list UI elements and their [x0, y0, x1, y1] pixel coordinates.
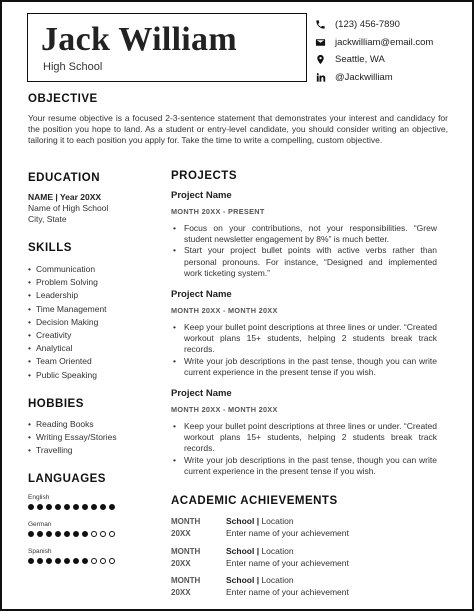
achievement-entry — [171, 575, 451, 598]
empty-dot — [100, 531, 106, 537]
filled-dot — [64, 558, 70, 564]
list-item: • Creativity — [28, 329, 158, 342]
education-block — [28, 192, 158, 225]
language-german — [28, 520, 115, 539]
list-item: • Travelling — [28, 444, 158, 457]
filled-dot — [73, 531, 79, 537]
contact-location — [314, 51, 474, 69]
list-item: • Write your job descriptions in the past tense, though you can write current experience in the present tense if you wish. — [171, 455, 437, 477]
list-item: • Start your project bullet points with active verbs rather than personal pronouns. For instance, “Designed and implemented work ticketing system.” — [171, 245, 437, 279]
empty-dot — [109, 558, 115, 564]
contact-linkedin — [314, 69, 474, 87]
email-icon — [314, 36, 326, 48]
list-item: • Public Speaking — [28, 369, 158, 382]
list-item: • Team Oriented — [28, 355, 158, 368]
filled-dot — [28, 504, 34, 510]
phone-text: (123) 456-7890 — [335, 19, 400, 31]
hobbies-list — [28, 418, 158, 458]
project-date: MONTH 20XX - MONTH 20XX — [171, 405, 278, 414]
list-item: • Keep your bullet point descriptions at three lines or under. “Created workout plans 15+ students, helping 2 students break track records. — [171, 421, 437, 455]
achievement-desc: Enter name of your achievement — [226, 557, 349, 568]
filled-dot — [82, 504, 88, 510]
language-name: English — [28, 494, 50, 501]
project-title: Project Name — [171, 388, 232, 399]
languages-heading: LANGUAGES — [28, 473, 106, 485]
list-item: • Reading Books — [28, 418, 158, 431]
filled-dot — [73, 558, 79, 564]
achievement-desc: Enter name of your achievement — [226, 586, 349, 597]
filled-dot — [82, 558, 88, 564]
projects-heading: PROJECTS — [171, 170, 237, 182]
project-bullets — [171, 322, 437, 378]
list-item: • Decision Making — [28, 316, 158, 329]
phone-icon — [314, 19, 326, 31]
project-entry — [171, 388, 437, 477]
objective-heading: OBJECTIVE — [28, 93, 98, 105]
filled-dot — [37, 558, 43, 564]
list-item: • Leadership — [28, 289, 158, 302]
achievement-location: Location — [259, 546, 294, 556]
filled-dot — [55, 504, 61, 510]
email-text: jackwilliam@email.com — [335, 36, 434, 48]
proficiency-dots — [28, 556, 115, 566]
achievement-month: MONTH — [171, 547, 201, 556]
list-item: • Analytical — [28, 342, 158, 355]
achievement-location: Location — [259, 575, 294, 585]
project-bullets — [171, 421, 437, 477]
list-item: • Time Management — [28, 303, 158, 316]
filled-dot — [64, 504, 70, 510]
linkedin-text: @Jackwilliam — [335, 71, 393, 83]
achievement-location: Location — [259, 516, 294, 526]
education-heading: EDUCATION — [28, 172, 101, 184]
hobbies-heading: HOBBIES — [28, 398, 84, 410]
filled-dot — [28, 531, 34, 537]
linkedin-icon — [314, 71, 326, 83]
project-entry — [171, 289, 437, 378]
education-degree-year: NAME | Year 20XX — [28, 192, 102, 202]
project-entry — [171, 190, 437, 279]
education-city: City, State — [28, 214, 67, 224]
project-date: MONTH 20XX - MONTH 20XX — [171, 306, 278, 315]
filled-dot — [91, 504, 97, 510]
project-title: Project Name — [171, 289, 232, 300]
empty-dot — [100, 558, 106, 564]
skills-heading: SKILLS — [28, 242, 72, 254]
list-item: • Focus on your contributions, not your responsibilities. “Grew student newsletter engagement by 8%” is much better. — [171, 223, 437, 245]
achievement-year: 20XX — [171, 558, 191, 568]
filled-dot — [64, 531, 70, 537]
contact-block — [314, 16, 474, 86]
skills-list — [28, 263, 158, 382]
contact-phone — [314, 16, 474, 34]
achievement-school: School | — [226, 575, 260, 585]
filled-dot — [100, 504, 106, 510]
achievement-school: School | — [226, 516, 260, 526]
proficiency-dots — [28, 529, 115, 539]
name-box — [27, 13, 307, 82]
location-pin-icon — [314, 54, 326, 66]
empty-dot — [91, 531, 97, 537]
achievement-month: MONTH — [171, 517, 201, 526]
list-item: • Communication — [28, 263, 158, 276]
filled-dot — [37, 531, 43, 537]
filled-dot — [46, 531, 52, 537]
filled-dot — [46, 504, 52, 510]
filled-dot — [109, 504, 115, 510]
filled-dot — [73, 504, 79, 510]
list-item: • Write your job descriptions in the past tense, though you can write current experience in the present tense if you wish. — [171, 356, 437, 378]
location-text: Seattle, WA — [335, 54, 385, 66]
achievement-desc: Enter name of your achievement — [226, 527, 349, 538]
project-bullets — [171, 223, 437, 279]
education-school: Name of High School — [28, 203, 109, 213]
project-title: Project Name — [171, 190, 232, 201]
filled-dot — [55, 531, 61, 537]
language-spanish — [28, 547, 115, 566]
proficiency-dots — [28, 502, 115, 512]
project-date: MONTH 20XX - PRESENT — [171, 207, 265, 216]
achievement-entry — [171, 546, 451, 569]
filled-dot — [28, 558, 34, 564]
achievement-year: 20XX — [171, 587, 191, 597]
language-name: German — [28, 521, 52, 528]
achievement-school: School | — [226, 546, 260, 556]
filled-dot — [82, 531, 88, 537]
achievement-year: 20XX — [171, 528, 191, 538]
candidate-name: Jack William — [41, 21, 237, 58]
achievement-entry — [171, 516, 451, 539]
filled-dot — [37, 504, 43, 510]
filled-dot — [55, 558, 61, 564]
language-english — [28, 493, 115, 512]
list-item: • Keep your bullet point descriptions at three lines or under. “Created workout plans 15+ students, helping 2 students break track records. — [171, 322, 437, 356]
candidate-subtitle: High School — [43, 61, 103, 73]
empty-dot — [109, 531, 115, 537]
achievements-heading: ACADEMIC ACHIEVEMENTS — [171, 495, 338, 507]
achievement-month: MONTH — [171, 576, 201, 585]
filled-dot — [46, 558, 52, 564]
empty-dot — [91, 558, 97, 564]
contact-email — [314, 34, 474, 52]
objective-text: Your resume objective is a focused 2-3-sentence statement that demonstrates your interest and candidacy for the position you hope to land. As a student or entry-level candidate, you should consider writing an objective, tailoring it to each position you apply for. Take the time to write a compelling, custom objective. — [28, 113, 448, 145]
list-item: • Problem Solving — [28, 276, 158, 289]
list-item: • Writing Essay/Stories — [28, 431, 158, 444]
language-name: Spanish — [28, 548, 52, 555]
